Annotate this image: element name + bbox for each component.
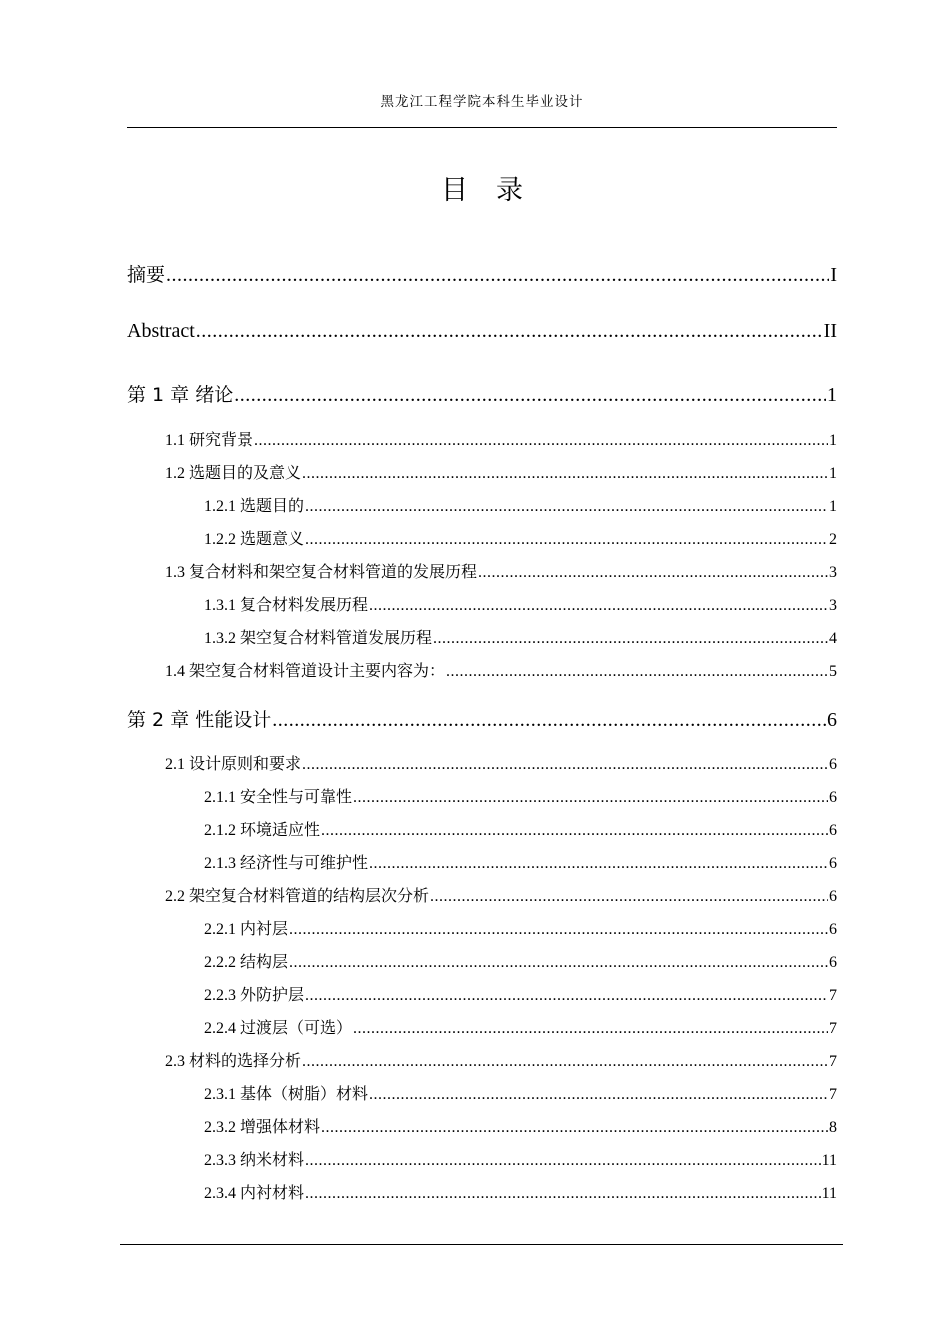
toc-entry-title: 1.3.1 复合材料发展历程 xyxy=(204,597,369,614)
toc-entry[interactable] xyxy=(204,526,837,549)
table-of-contents xyxy=(127,0,837,1344)
toc-entry[interactable] xyxy=(204,493,837,516)
toc-entry[interactable] xyxy=(127,320,837,343)
toc-leader-dots xyxy=(302,1053,828,1071)
toc-entry[interactable] xyxy=(204,949,837,972)
toc-leader-dots xyxy=(353,789,828,807)
toc-entry[interactable] xyxy=(165,559,837,582)
toc-entry-page: 1 xyxy=(829,465,837,482)
toc-title: 目录 xyxy=(441,175,551,206)
toc-entry-title: 1.2 选题目的及意义 xyxy=(165,465,302,482)
toc-entry-page: I xyxy=(830,264,837,286)
toc-entry[interactable] xyxy=(127,260,837,287)
toc-entry-page: 5 xyxy=(829,663,837,680)
toc-entry-title: 1.3.2 架空复合材料管道发展历程 xyxy=(204,630,433,647)
toc-leader-dots xyxy=(369,855,828,873)
footer-rule xyxy=(120,1244,843,1245)
toc-leader-dots xyxy=(234,384,826,407)
toc-entry[interactable] xyxy=(165,427,837,450)
toc-entry-title: 2.1 设计原则和要求 xyxy=(165,756,302,773)
toc-entry-page: 6 xyxy=(829,855,837,872)
toc-leader-dots xyxy=(321,822,828,840)
toc-entry-title: 摘要 xyxy=(127,264,166,286)
toc-entry-page: 7 xyxy=(829,1053,837,1070)
toc-entry[interactable] xyxy=(127,380,837,407)
toc-leader-dots xyxy=(166,264,829,287)
toc-entry-title: 2.2.4 过渡层（可选） xyxy=(204,1020,353,1037)
toc-entry-page: 6 xyxy=(827,709,837,731)
toc-entry[interactable] xyxy=(204,625,837,648)
toc-entry-page: 1 xyxy=(829,498,837,515)
toc-entry[interactable] xyxy=(204,1114,837,1137)
toc-leader-dots xyxy=(302,756,828,774)
toc-leader-dots xyxy=(478,564,828,582)
toc-leader-dots xyxy=(289,921,828,939)
toc-entry-title: 2.1.1 安全性与可靠性 xyxy=(204,789,353,806)
toc-entry-title: Abstract xyxy=(127,320,195,342)
toc-entry-page: 7 xyxy=(829,1086,837,1103)
toc-entry-page: 6 xyxy=(829,888,837,905)
toc-entry[interactable] xyxy=(204,982,837,1005)
toc-entry-title: 2.1.3 经济性与可维护性 xyxy=(204,855,369,872)
toc-entry-title: 1.2.1 选题目的 xyxy=(204,498,305,515)
toc-entry[interactable] xyxy=(165,460,837,483)
page-header: 黑龙江工程学院本科生毕业设计 xyxy=(380,94,584,110)
toc-entry-title: 2.2 架空复合材料管道的结构层次分析 xyxy=(165,888,430,905)
toc-entry[interactable] xyxy=(204,1147,837,1170)
toc-entry[interactable] xyxy=(165,658,837,681)
toc-entry-page: 1 xyxy=(829,432,837,449)
toc-entry-title: 2.2.1 内衬层 xyxy=(204,921,289,938)
toc-entry-title: 1.3 复合材料和架空复合材料管道的发展历程 xyxy=(165,564,478,581)
toc-entry-page: 6 xyxy=(829,756,837,773)
toc-leader-dots xyxy=(254,432,828,450)
toc-leader-dots xyxy=(289,954,828,972)
toc-entry-page: 2 xyxy=(829,531,837,548)
toc-entry[interactable] xyxy=(165,1048,837,1071)
toc-leader-dots xyxy=(305,498,828,516)
toc-leader-dots xyxy=(196,320,823,343)
toc-entry[interactable] xyxy=(165,883,837,906)
toc-leader-dots xyxy=(305,531,828,549)
toc-entry-page: 1 xyxy=(827,384,837,406)
toc-leader-dots xyxy=(430,888,828,906)
toc-entry-title: 1.2.2 选题意义 xyxy=(204,531,305,548)
toc-leader-dots xyxy=(305,987,828,1005)
toc-leader-dots xyxy=(446,663,828,681)
toc-entry[interactable] xyxy=(204,592,837,615)
toc-entry-page: 11 xyxy=(821,1152,837,1169)
toc-entry-page: 6 xyxy=(829,921,837,938)
toc-entry-page: 3 xyxy=(829,564,837,581)
toc-entry[interactable] xyxy=(204,784,837,807)
toc-entry-title: 1.1 研究背景 xyxy=(165,432,254,449)
toc-entry-title: 第 2 章 性能设计 xyxy=(127,709,272,731)
toc-entry-page: 11 xyxy=(821,1185,837,1202)
toc-leader-dots xyxy=(305,1185,821,1203)
toc-entry-title: 2.3.2 增强体材料 xyxy=(204,1119,321,1136)
toc-leader-dots xyxy=(369,597,828,615)
toc-entry-page: II xyxy=(823,320,837,342)
toc-entry[interactable] xyxy=(204,1081,837,1104)
toc-leader-dots xyxy=(305,1152,821,1170)
toc-leader-dots xyxy=(433,630,828,648)
toc-entry[interactable] xyxy=(204,1015,837,1038)
toc-entry[interactable] xyxy=(204,850,837,873)
toc-entry[interactable] xyxy=(204,817,837,840)
toc-entry-title: 第 1 章 绪论 xyxy=(127,384,234,406)
toc-entry-title: 2.3.3 纳米材料 xyxy=(204,1152,305,1169)
toc-leader-dots xyxy=(321,1119,828,1137)
toc-entry-page: 6 xyxy=(829,954,837,971)
toc-entry-page: 8 xyxy=(829,1119,837,1136)
toc-entry-page: 6 xyxy=(829,822,837,839)
toc-entry[interactable] xyxy=(204,1180,837,1203)
toc-entry-title: 2.1.2 环境适应性 xyxy=(204,822,321,839)
toc-entry-title: 2.3 材料的选择分析 xyxy=(165,1053,302,1070)
toc-leader-dots xyxy=(353,1020,828,1038)
toc-entry-page: 4 xyxy=(829,630,837,647)
toc-entry-title: 2.3.4 内衬材料 xyxy=(204,1185,305,1202)
toc-entry-title: 2.2.3 外防护层 xyxy=(204,987,305,1004)
toc-entry-page: 7 xyxy=(829,987,837,1004)
toc-entry[interactable] xyxy=(165,751,837,774)
toc-entry[interactable] xyxy=(204,916,837,939)
toc-entry[interactable] xyxy=(127,705,837,732)
toc-leader-dots xyxy=(369,1086,828,1104)
toc-entry-page: 7 xyxy=(829,1020,837,1037)
toc-entry-title: 1.4 架空复合材料管道设计主要内容为： xyxy=(165,663,446,680)
toc-entry-title: 2.3.1 基体（树脂）材料 xyxy=(204,1086,369,1103)
toc-entry-page: 3 xyxy=(829,597,837,614)
toc-entry-title: 2.2.2 结构层 xyxy=(204,954,289,971)
toc-leader-dots xyxy=(272,709,826,732)
toc-leader-dots xyxy=(302,465,828,483)
toc-entry-page: 6 xyxy=(829,789,837,806)
